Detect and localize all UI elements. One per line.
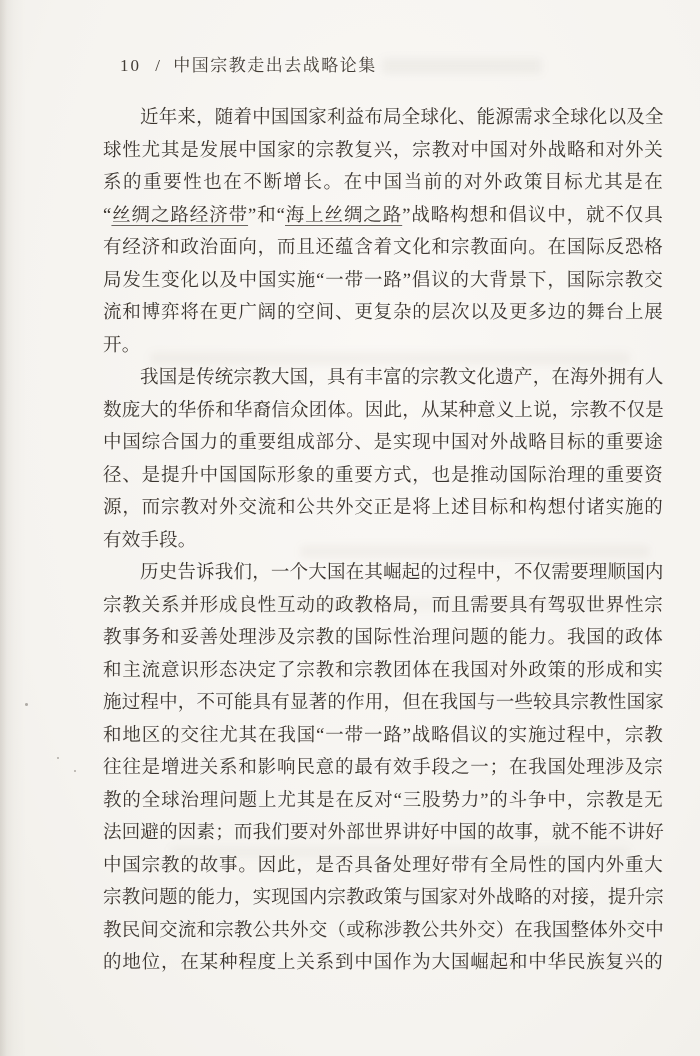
text-line bbox=[103, 135, 663, 168]
running-header bbox=[120, 56, 377, 76]
text-line bbox=[103, 915, 663, 948]
text-segment: 源，而宗教对外交流和公共外交正是将上述目标和构想付诸实施的 bbox=[103, 498, 663, 518]
paragraph-2 bbox=[103, 362, 663, 557]
text-segment: 和主流意识形态决定了宗教和宗教团体在我国对外政策的形成和实 bbox=[103, 660, 663, 681]
text-line bbox=[103, 752, 663, 785]
text-segment: “ bbox=[103, 205, 112, 226]
text-line bbox=[103, 492, 663, 525]
page-number: 10 bbox=[120, 56, 141, 75]
text-segment: 宗教问题的能力，实现国内宗教政策与国家对外战略的对接，提升宗 bbox=[103, 888, 665, 908]
header-separator: / bbox=[155, 56, 160, 75]
paragraph-1 bbox=[103, 102, 663, 362]
text-segment: 和地区的交往尤其在我国“一带一路”战略倡议的实施过程中，宗教 bbox=[103, 725, 663, 746]
text-line bbox=[103, 720, 663, 753]
text-line bbox=[103, 427, 663, 460]
text-segment: 近年来，随着中国国家利益布局全球化、能源需求全球化以及全 bbox=[140, 108, 664, 128]
proper-noun-underlined: 海上丝绸之路 bbox=[285, 205, 403, 226]
text-line bbox=[103, 882, 663, 915]
text-segment: 的地位，在某种程度上关系到中国作为大国崛起和中华民族复兴的 bbox=[103, 953, 663, 973]
scan-speck bbox=[57, 757, 59, 759]
text-line bbox=[103, 362, 663, 395]
text-segment: 开。 bbox=[103, 335, 141, 356]
text-segment: ”战略构想和倡议中，就不仅具 bbox=[402, 205, 663, 226]
text-segment: 系的重要性也在不断增长。在中国当前的对外政策目标尤其是在 bbox=[103, 173, 663, 193]
text-segment: 教事务和妥善处理涉及宗教的国际性治理问题的能力。我国的政体 bbox=[103, 628, 663, 648]
book-title: 中国宗教走出去战略论集 bbox=[173, 56, 377, 75]
text-line bbox=[103, 395, 663, 428]
text-segment: 径、是提升中国国际形象的重要方式，也是推动国际治理的重要资 bbox=[103, 465, 663, 486]
text-segment: 历史告诉我们，一个大国在其崛起的过程中，不仅需要理顺国内 bbox=[140, 563, 664, 583]
text-segment: 往往是增进关系和影响民意的最有效手段之一；在我国处理涉及宗 bbox=[103, 758, 663, 778]
body-text bbox=[103, 102, 663, 980]
proper-noun-underlined: 丝绸之路经济带 bbox=[111, 205, 249, 226]
text-line bbox=[103, 850, 663, 883]
text-line bbox=[103, 102, 663, 135]
paragraph-3 bbox=[103, 557, 663, 980]
text-line bbox=[103, 460, 663, 493]
text-line bbox=[103, 817, 663, 850]
text-line bbox=[103, 687, 663, 720]
scan-speck bbox=[25, 703, 28, 706]
ink-bleed-smudge bbox=[382, 58, 542, 74]
text-segment: 流和博弈将在更广阔的空间、更复杂的层次以及更多边的舞台上展 bbox=[103, 303, 663, 323]
text-segment: ”和“ bbox=[248, 205, 285, 226]
text-line bbox=[103, 525, 663, 558]
text-segment: 我国是传统宗教大国，具有丰富的宗教文化遗产，在海外拥有人 bbox=[140, 368, 664, 388]
text-segment: 教的全球治理问题上尤其是在反对“三股势力”的斗争中，宗教是无 bbox=[103, 790, 663, 811]
text-line bbox=[103, 785, 663, 818]
text-segment: 有经济和政治面向，而且还蕴含着文化和宗教面向。在国际反恐格 bbox=[103, 238, 663, 258]
text-segment: 施过程中，不可能具有显著的作用，但在我国与一些较具宗教性国家 bbox=[103, 693, 665, 713]
text-segment: 有效手段。 bbox=[103, 530, 197, 551]
text-segment: 球性尤其是发展中国家的宗教复兴，宗教对中国对外战略和对外关 bbox=[103, 140, 663, 161]
text-line bbox=[103, 330, 663, 363]
text-line bbox=[103, 655, 663, 688]
scan-speck bbox=[74, 770, 76, 772]
text-segment: 局发生变化以及中国实施“一带一路”倡议的大背景下，国际宗教交 bbox=[103, 270, 663, 291]
text-segment: 数庞大的华侨和华裔信众团体。因此，从某种意义上说，宗教不仅是 bbox=[103, 400, 665, 421]
text-line bbox=[103, 947, 663, 980]
text-line bbox=[103, 167, 663, 200]
text-line bbox=[103, 622, 663, 655]
text-segment: 中国宗教的故事。因此，是否具备处理好带有全局性的国内外重大 bbox=[103, 855, 663, 876]
text-segment: 中国综合国力的重要组成部分、是实现中国对外战略目标的重要途 bbox=[103, 433, 663, 453]
page-gutter-shadow bbox=[0, 0, 26, 1056]
text-line bbox=[103, 232, 663, 265]
text-line bbox=[103, 590, 663, 623]
text-segment: 法回避的因素；而我们要对外部世界讲好中国的故事，就不能不讲好 bbox=[103, 823, 665, 843]
text-line bbox=[103, 557, 663, 590]
text-segment: 教民间交流和宗教公共外交（或称涉教公共外交）在我国整体外交中 bbox=[103, 920, 665, 941]
text-line bbox=[103, 265, 663, 298]
text-line bbox=[103, 297, 663, 330]
text-segment: 宗教关系并形成良性互动的政教格局，而且需要具有驾驭世界性宗 bbox=[103, 595, 663, 616]
text-line bbox=[103, 200, 663, 233]
